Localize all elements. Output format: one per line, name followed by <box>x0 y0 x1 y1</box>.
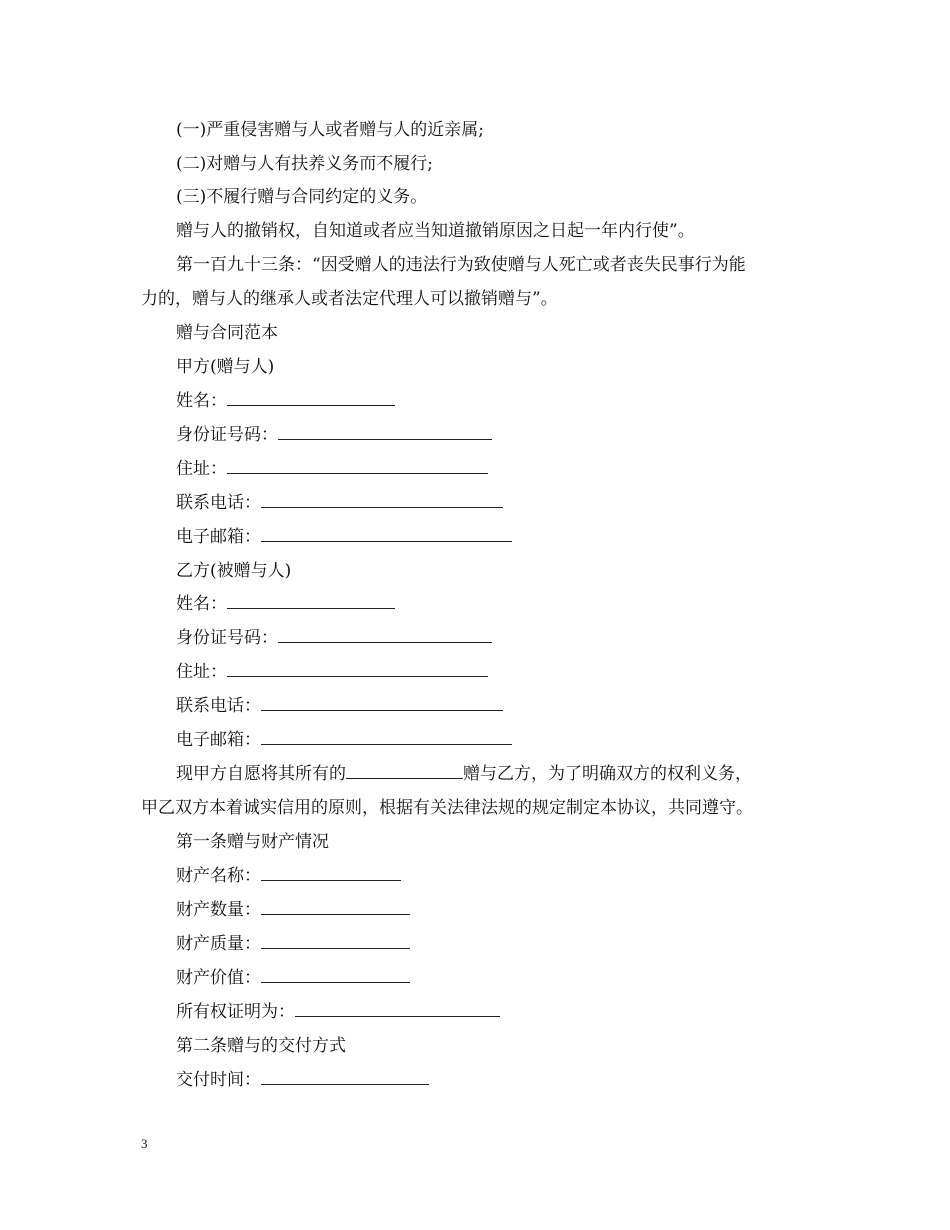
field-label: 财产数量： <box>176 900 261 920</box>
phone-blank <box>261 694 503 711</box>
field-label: 姓名： <box>176 391 227 411</box>
field-label: 所有权证明为： <box>176 1002 295 1022</box>
field-label: 身份证号码： <box>176 628 278 648</box>
ownership-proof-field <box>176 1000 500 1024</box>
property-quality-blank <box>261 932 410 949</box>
delivery-time-blank <box>261 1068 429 1085</box>
party-a-heading: 甲方(赠与人) <box>176 357 275 377</box>
property-quantity-blank <box>261 898 410 915</box>
property-quality-field <box>176 932 410 956</box>
party-a-name-field <box>176 389 395 413</box>
property-name-blank <box>261 864 401 881</box>
field-label: 联系电话： <box>176 493 261 513</box>
clause-1: (一)严重侵害赠与人或者赠与人的近亲属; <box>176 120 484 140</box>
party-b-phone-field <box>176 694 503 718</box>
field-label: 电子邮箱： <box>176 730 261 750</box>
article-193-line-1: 第一百九十三条：“因受赠人的违法行为致使赠与人死亡或者丧失民事行为能 <box>176 255 746 275</box>
revocation-paragraph: 赠与人的撤销权，自知道或者应当知道撤销原因之日起一年内行使”。 <box>176 221 695 241</box>
gift-statement-line-1 <box>176 762 752 786</box>
email-blank <box>261 728 512 745</box>
party-b-name-field <box>176 592 395 616</box>
field-label: 电子邮箱： <box>176 527 261 547</box>
field-label: 联系电话： <box>176 696 261 716</box>
clause-3: (三)不履行赠与合同约定的义务。 <box>176 187 428 207</box>
party-a-address-field <box>176 457 488 481</box>
statement-text: 现甲方自愿将其所有的 <box>176 764 346 784</box>
gift-item-blank <box>346 762 463 779</box>
field-label: 财产质量： <box>176 934 261 954</box>
party-a-id-field <box>176 423 492 447</box>
party-a-email-field <box>176 525 512 549</box>
field-label: 住址： <box>176 662 227 682</box>
field-label: 姓名： <box>176 594 227 614</box>
gift-statement-line-2: 甲乙双方本着诚实信用的原则，根据有关法律法规的规定制定本协议，共同遵守。 <box>141 798 753 818</box>
field-label: 住址： <box>176 459 227 479</box>
page-number: 3 <box>141 1136 148 1151</box>
article-193-line-2: 力的，赠与人的继承人或者法定代理人可以撤销赠与”。 <box>141 289 558 309</box>
id-blank <box>278 626 492 643</box>
party-a-phone-field <box>176 491 503 515</box>
property-value-blank <box>261 966 410 983</box>
address-blank <box>227 660 488 677</box>
article-1-heading: 第一条赠与财产情况 <box>176 832 329 852</box>
contract-title: 赠与合同范本 <box>176 323 278 343</box>
party-b-email-field <box>176 728 512 752</box>
name-blank <box>227 592 395 609</box>
id-blank <box>278 423 492 440</box>
field-label: 交付时间： <box>176 1070 261 1090</box>
field-label: 财产价值： <box>176 968 261 988</box>
delivery-time-field <box>176 1068 429 1092</box>
field-label: 财产名称： <box>176 866 261 886</box>
address-blank <box>227 457 488 474</box>
statement-text: 赠与乙方，为了明确双方的权利义务， <box>463 764 752 784</box>
email-blank <box>261 525 512 542</box>
party-b-address-field <box>176 660 488 684</box>
property-name-field <box>176 864 401 888</box>
party-b-heading: 乙方(被赠与人) <box>176 561 292 581</box>
ownership-proof-blank <box>295 1000 500 1017</box>
property-quantity-field <box>176 898 410 922</box>
phone-blank <box>261 491 503 508</box>
article-2-heading: 第二条赠与的交付方式 <box>176 1036 346 1056</box>
clause-2: (二)对赠与人有扶养义务而不履行; <box>176 154 433 174</box>
party-b-id-field <box>176 626 492 650</box>
field-label: 身份证号码： <box>176 425 278 445</box>
property-value-field <box>176 966 410 990</box>
name-blank <box>227 389 395 406</box>
